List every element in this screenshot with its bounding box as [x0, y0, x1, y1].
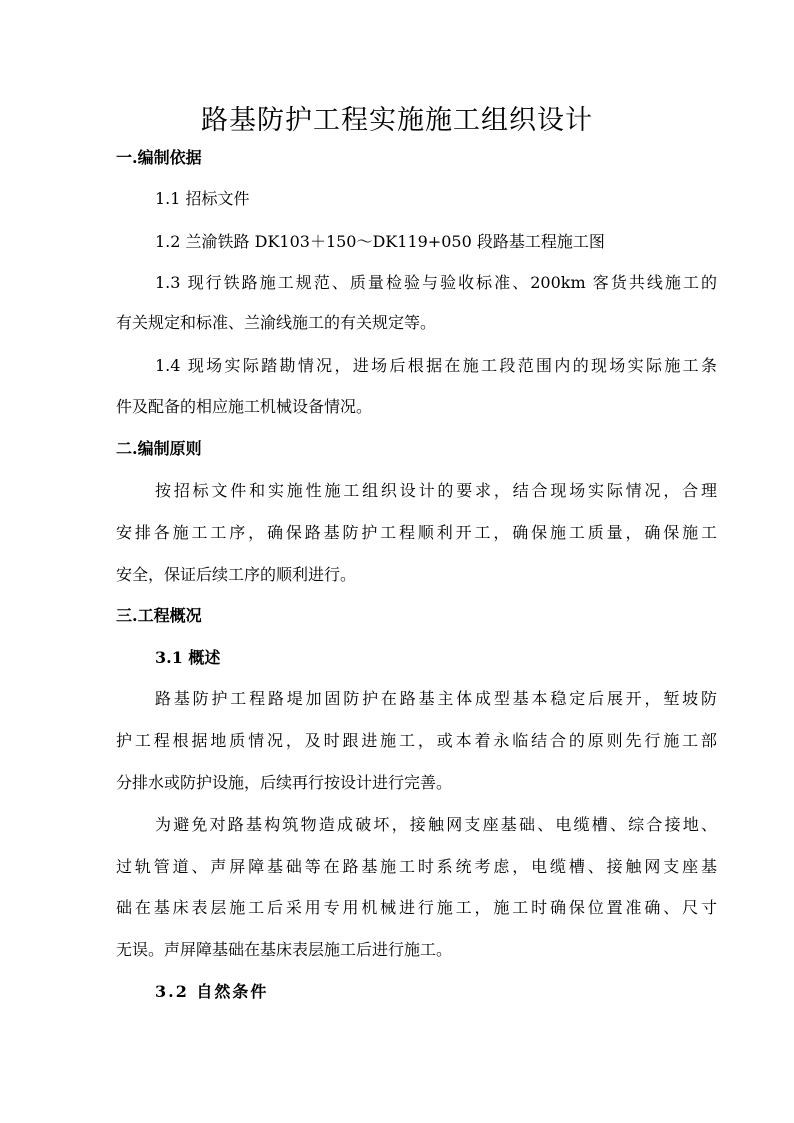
summary-p1-line3: 分排水或防护设施，后续再行按设计进行完善。	[116, 773, 453, 792]
basis-item-3-line2: 有关规定和标准、兰渝线施工的有关规定等。	[116, 313, 437, 332]
subsection-heading-natural-conditions: 3.2 自然条件	[155, 982, 269, 1001]
summary-p2-line1: 为避免对路基构筑物造成破坏，接触网支座基础、电缆槽、综合接地、	[155, 815, 717, 834]
basis-item-4-line1: 1.4 现场实际踏勘情况，进场后根据在施工段范围内的现场实际施工条	[155, 356, 717, 375]
summary-p1-line1: 路基防护工程路堤加固防护在路基主体成型基本稳定后展开，堑坡防	[155, 689, 717, 708]
document-title: 路基防护工程实施施工组织设计	[201, 105, 593, 136]
section-heading-basis: 一.编制依据	[116, 148, 202, 167]
principles-line1: 按招标文件和实施性施工组织设计的要求，结合现场实际情况，合理	[155, 481, 717, 500]
section-heading-overview: 三.工程概况	[116, 606, 202, 625]
principles-line3: 安全，保证后续工序的顺利进行。	[116, 565, 357, 584]
section-heading-principles: 二.编制原则	[116, 439, 202, 458]
summary-p2-line4: 无误。声屏障基础在基床表层施工后进行施工。	[116, 940, 453, 959]
summary-p1-line2: 护工程根据地质情况，及时跟进施工，或本着永临结合的原则先行施工部	[116, 731, 717, 750]
basis-item-3-line1: 1.3 现行铁路施工规范、质量检验与验收标准、200km 客货共线施工的	[155, 273, 717, 292]
basis-item-2: 1.2 兰渝铁路 DK103＋150～DK119+050 段路基工程施工图	[155, 232, 605, 251]
basis-item-4-line2: 件及配备的相应施工机械设备情况。	[116, 397, 373, 416]
summary-p2-line3: 础在基床表层施工后采用专用机械进行施工，施工时确保位置准确、尺寸	[116, 898, 717, 917]
subsection-heading-summary: 3.1 概述	[155, 648, 221, 667]
basis-item-1: 1.1 招标文件	[155, 189, 250, 208]
principles-line2: 安排各施工工序，确保路基防护工程顺利开工，确保施工质量，确保施工	[116, 523, 717, 542]
summary-p2-line2: 过轨管道、声屏障基础等在路基施工时系统考虑，电缆槽、接触网支座基	[116, 857, 717, 876]
